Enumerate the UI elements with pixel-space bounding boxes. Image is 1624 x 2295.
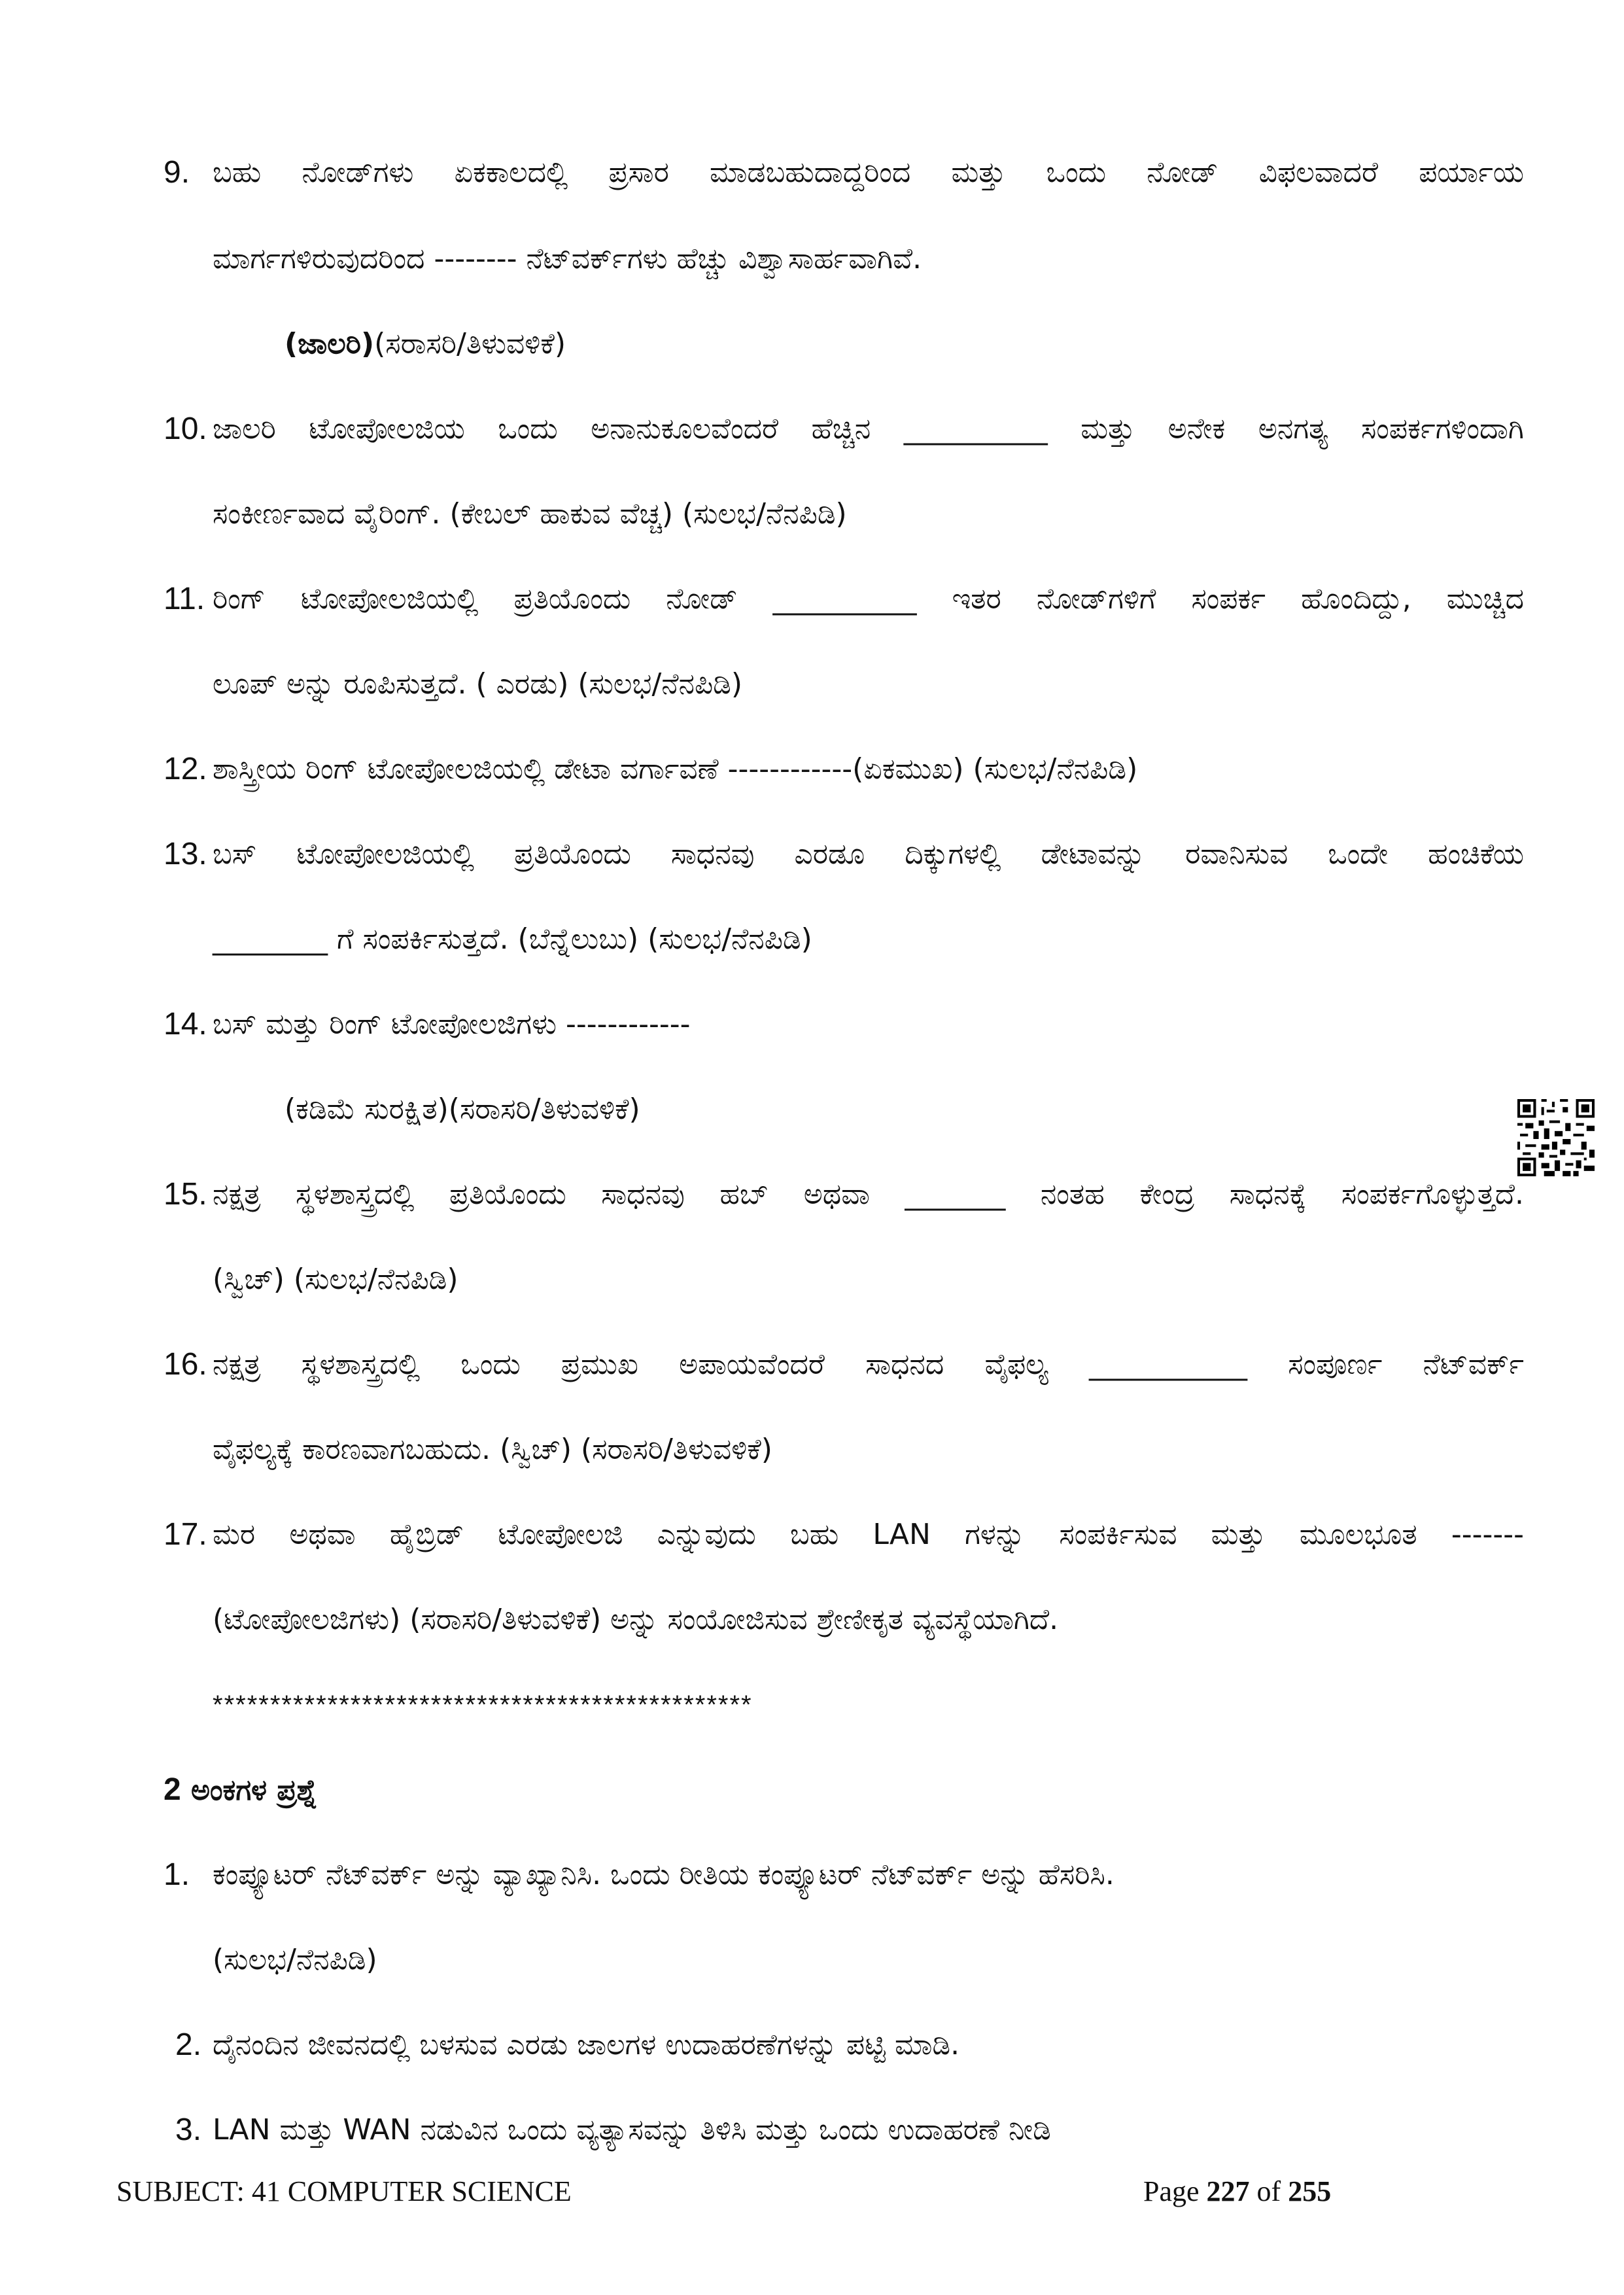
answer-text: (ಜಾಲರಿ): [285, 327, 375, 360]
question-text: ಸಂಕೀರ್ಣವಾದ ವೈರಿಂಗ್. (ಕೇಬಲ್ ಹಾಕುವ ವೆಚ್ಚ) (ಸುಲಭ/ನೆನಪಿಡಿ): [213, 497, 847, 531]
page-label: Page: [1143, 2175, 1200, 2207]
page-total: 255: [1288, 2175, 1332, 2207]
question-text: LAN ಮತ್ತು WAN ನಡುವಿನ ಒಂದು ವ್ಯತ್ಯಾಸವನ್ನು ತಿಳಿಸಿ ಮತ್ತು ಒಂದು ಉದಾಹರಣೆ ನೀಡಿ: [213, 2113, 1051, 2146]
page-current: 227: [1206, 2175, 1250, 2207]
question-text: ನಕ್ಷತ್ರ ಸ್ಥಳಶಾಸ್ತ್ರದಲ್ಲಿ ಪ್ರತಿಯೊಂದು ಸಾಧನವು ಹಬ್ ಅಥವಾ _______ ನಂತಹ ಕೇಂದ್ರ ಸಾಧನಕ್ಕೆ ಸಂಪರ್ಕಗೊಳ್ಳುತ್ತದೆ.: [213, 1178, 1524, 1211]
question-text: ನಕ್ಷತ್ರ ಸ್ಥಳಶಾಸ್ತ್ರದಲ್ಲಿ ಒಂದು ಪ್ರಮುಖ ಅಪಾಯವೆಂದರೆ ಸಾಧನದ ವೈಫಲ್ಯ ___________ ಸಂಪೂರ್ಣ ನೆಟ್‌ವರ್ಕ್: [213, 1348, 1524, 1381]
question-text: ರಿಂಗ್ ಟೋಪೋಲಜಿಯಲ್ಲಿ ಪ್ರತಿಯೊಂದು ನೋಡ್ __________ ಇತರ ನೋಡ್‌ಗಳಿಗೆ ಸಂಪರ್ಕ ಹೊಂದಿದ್ದು, ಮುಚ್ಚಿದ: [213, 582, 1524, 616]
question-text: ವೈಫಲ್ಯಕ್ಕೆ ಕಾರಣವಾಗಬಹುದು. (ಸ್ವಿಚ್) (ಸರಾಸರಿ/ತಿಳುವಳಿಕೆ): [213, 1433, 772, 1466]
section-heading: [164, 1770, 317, 1810]
question-number: 12.: [164, 752, 207, 786]
question-number: 9.: [164, 155, 190, 190]
section-heading-number: 2: [164, 1772, 181, 1807]
section-heading-text: ಅಂಕಗಳ ಪ್ರಶ್ನೆ: [191, 1774, 318, 1807]
page-of-label: of: [1256, 2175, 1281, 2207]
difficulty-tag: (ಸರಾಸರಿ/ತಿಳುವಳಿಕೆ): [374, 327, 566, 360]
question-text: ಮಾರ್ಗಗಳಿರುವುದರಿಂದ -------- ನೆಟ್‌ವರ್ಕ್‌ಗಳು ಹೆಚ್ಚು ವಿಶ್ವಾಸಾರ್ಹವಾಗಿವೆ.: [213, 242, 922, 275]
question-text: ಬಸ್ ಟೋಪೋಲಜಿಯಲ್ಲಿ ಪ್ರತಿಯೊಂದು ಸಾಧನವು ಎರಡೂ ದಿಕ್ಕುಗಳಲ್ಲಿ ಡೇಟಾವನ್ನು ರವಾನಿಸುವ ಒಂದೇ ಹಂಚಿಕೆಯ: [213, 837, 1524, 871]
question-number: 3.: [175, 2112, 202, 2147]
question-number: 15.: [164, 1177, 207, 1212]
qr-code-icon: [1517, 1099, 1595, 1176]
question-number: 13.: [164, 837, 207, 871]
question-text: ಶಾಸ್ತ್ರೀಯ ರಿಂಗ್ ಟೋಪೋಲಜಿಯಲ್ಲಿ ಡೇಟಾ ವರ್ಗಾವಣೆ ------------(ಏಕಮುಖ) (ಸುಲಭ/ನೆನಪಿಡಿ): [213, 752, 1138, 786]
answer-line: [285, 324, 566, 364]
question-text: ಲೂಪ್ ಅನ್ನು ರೂಪಿಸುತ್ತದೆ. ( ಎರಡು) (ಸುಲಭ/ನೆನಪಿಡಿ): [213, 667, 743, 701]
question-number: 2.: [175, 2027, 202, 2062]
question-text: (ಸ್ವಿಚ್) (ಸುಲಭ/ನೆನಪಿಡಿ): [213, 1263, 458, 1296]
question-text: ದೈನಂದಿನ ಜೀವನದಲ್ಲಿ ಬಳಸುವ ಎರಡು ಜಾಲಗಳ ಉದಾಹರಣೆಗಳನ್ನು ಪಟ್ಟಿ ಮಾಡಿ.: [213, 2028, 960, 2061]
question-text: (ಟೋಪೋಲಜಿಗಳು) (ಸರಾಸರಿ/ತಿಳುವಳಿಕೆ) ಅನ್ನು ಸಂಯೋಜಿಸುವ ಶ್ರೇಣೀಕೃತ ವ್ಯವಸ್ಥೆಯಾಗಿದೆ.: [213, 1603, 1059, 1636]
question-text: ________ ಗೆ ಸಂಪರ್ಕಿಸುತ್ತದೆ. (ಬೆನ್ನೆಲುಬು) (ಸುಲಭ/ನೆನಪಿಡಿ): [213, 922, 812, 956]
question-number: 14.: [164, 1007, 207, 1042]
answer-line: (ಕಡಿಮೆ ಸುರಕ್ಷಿತ)(ಸರಾಸರಿ/ತಿಳುವಳಿಕೆ): [285, 1093, 640, 1126]
question-number: 1.: [164, 1857, 190, 1892]
footer-page-number: [1143, 2173, 1331, 2210]
question-text: ಮರ ಅಥವಾ ಹೈಬ್ರಿಡ್ ಟೋಪೋಲಜಿ ಎನ್ನುವುದು ಬಹು LAN ಗಳನ್ನು ಸಂಪರ್ಕಿಸುವ ಮತ್ತು ಮೂಲಭೂತ -------: [213, 1518, 1524, 1551]
question-text: ಬಸ್ ಮತ್ತು ರಿಂಗ್ ಟೋಪೋಲಜಿಗಳು ------------: [213, 1007, 691, 1041]
question-number: 17.: [164, 1517, 207, 1552]
question-number: 10.: [164, 412, 207, 446]
question-number: 11.: [164, 582, 205, 616]
footer-subject: SUBJECT: 41 COMPUTER SCIENCE: [116, 2175, 572, 2207]
question-text: (ಸುಲಭ/ನೆನಪಿಡಿ): [213, 1943, 377, 1976]
question-text: ಬಹು ನೋಡ್‌ಗಳು ಏಕಕಾಲದಲ್ಲಿ ಪ್ರಸಾರ ಮಾಡಬಹುದಾದ್ದರಿಂದ ಮತ್ತು ಒಂದು ನೋಡ್ ವಿಫಲವಾದರೆ ಪರ್ಯಾಯ: [213, 156, 1524, 189]
question-text: ಕಂಪ್ಯೂಟರ್ ನೆಟ್‌ವರ್ಕ್ ಅನ್ನು ವ್ಯಾಖ್ಯಾನಿಸಿ. ಒಂದು ರೀತಿಯ ಕಂಪ್ಯೂಟರ್ ನೆಟ್‌ವರ್ಕ್ ಅನ್ನು ಹೆಸರಿಸಿ.: [213, 1858, 1114, 1891]
question-number: 16.: [164, 1347, 207, 1382]
separator-stars: ***********************************************: [213, 1691, 753, 1719]
question-text: ಜಾಲರಿ ಟೋಪೋಲಜಿಯ ಒಂದು ಅನಾನುಕೂಲವೆಂದರೆ ಹೆಚ್ಚಿನ __________ ಮತ್ತು ಅನೇಕ ಅನಗತ್ಯ ಸಂಪರ್ಕಗಳಿಂದಾಗಿ: [213, 412, 1524, 446]
